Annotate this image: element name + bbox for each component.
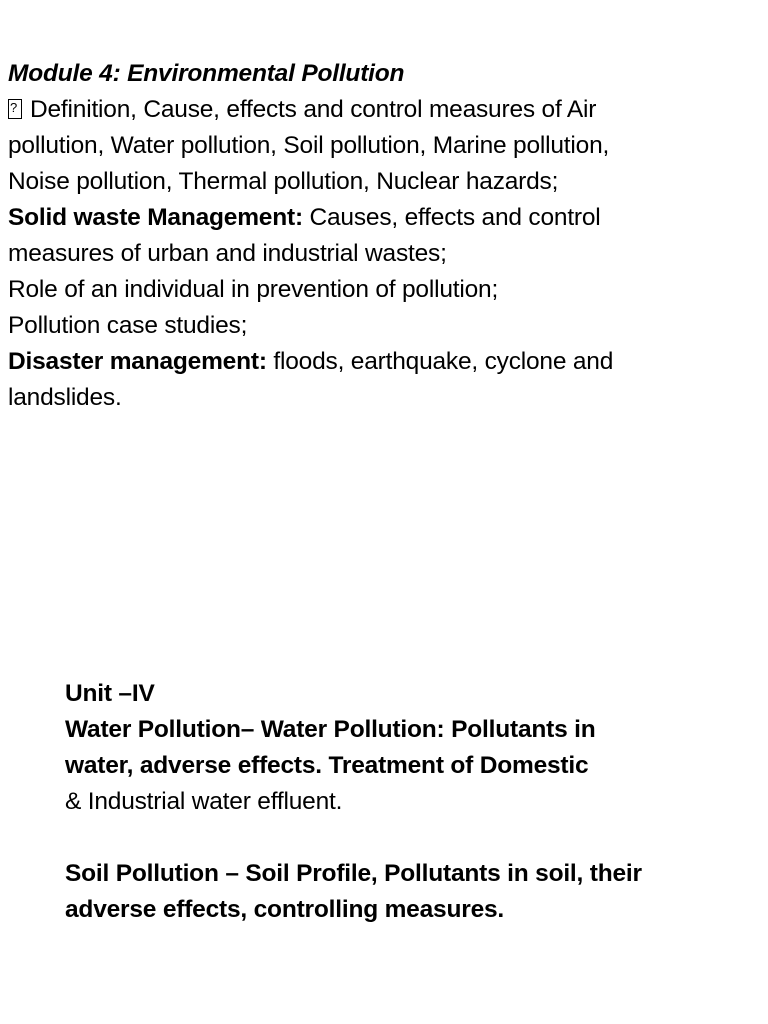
paragraph-gap	[65, 820, 745, 856]
solid-waste-label: Solid waste Management:	[8, 204, 303, 231]
module-topics-line-2: pollution, Water pollution, Soil pollution, Marine pollution,	[8, 132, 610, 159]
water-pollution-line-2: water, adverse effects. Treatment of Domestic	[65, 752, 589, 779]
solid-waste-line-2: measures of urban and industrial wastes;	[8, 240, 447, 267]
water-pollution-line-3: & Industrial water effluent.	[65, 788, 343, 815]
module-section	[8, 56, 760, 416]
disaster-line-2: landslides.	[8, 384, 122, 411]
role-line: Role of an individual in prevention of pollution;	[8, 276, 499, 303]
solid-waste-line-1	[8, 200, 760, 236]
unit-title: Unit –IV	[65, 680, 155, 707]
solid-waste-text-1: Causes, effects and control	[302, 204, 601, 231]
water-pollution-line-1: Water Pollution– Water Pollution: Pollutants in	[65, 716, 596, 743]
module-topics-line-1	[8, 92, 760, 128]
module-topics-line-3: Noise pollution, Thermal pollution, Nuclear hazards;	[8, 168, 559, 195]
unit-section	[65, 676, 745, 928]
soil-pollution-line-2: adverse effects, controlling measures.	[65, 896, 505, 923]
disaster-line-1	[8, 344, 760, 380]
disaster-label: Disaster management:	[8, 348, 267, 375]
module-title: Module 4: Environmental Pollution	[8, 60, 405, 87]
soil-pollution-line-1: Soil Pollution – Soil Profile, Pollutants in soil, their	[65, 860, 642, 887]
case-studies-line: Pollution case studies;	[8, 312, 248, 339]
missing-glyph-icon	[8, 99, 22, 119]
disaster-text-1: floods, earthquake, cyclone and	[266, 348, 614, 375]
module-topics-text-1: Definition, Cause, effects and control measures of Air	[30, 96, 597, 123]
